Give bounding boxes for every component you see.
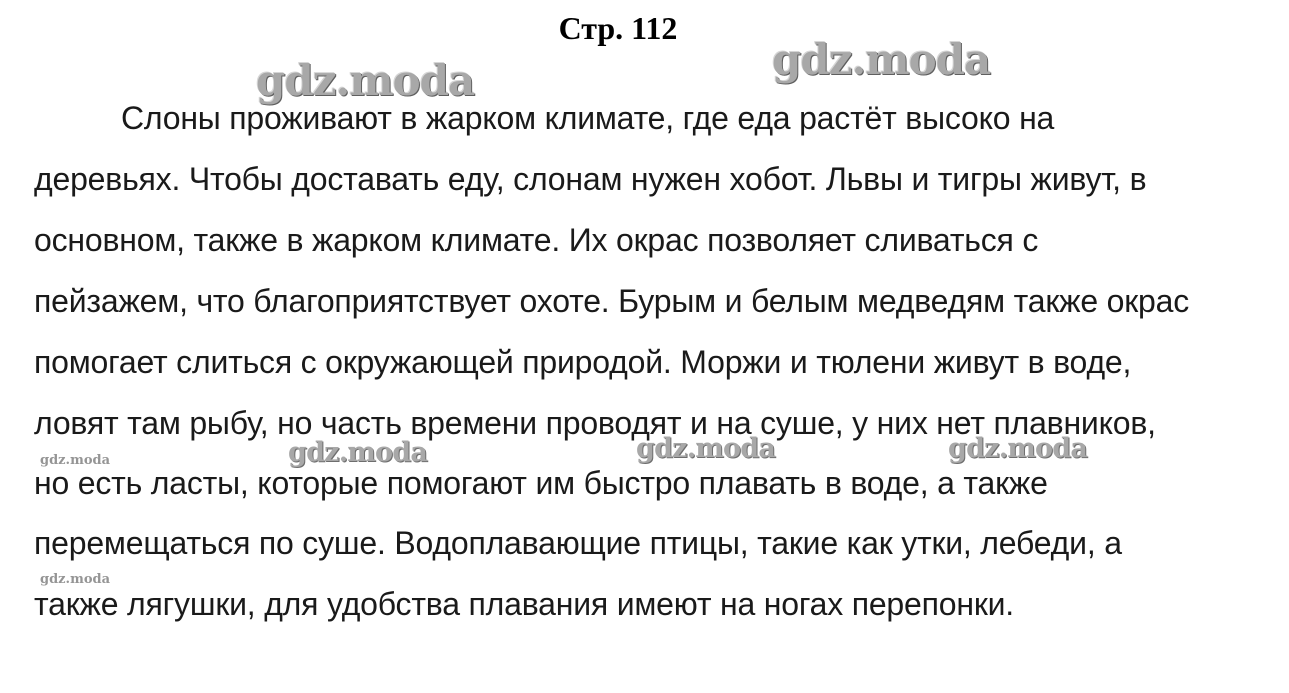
- page-title: Стр. 112: [558, 10, 678, 46]
- text-line: также лягушки, для удобства плавания имеют на ногах перепонки.: [34, 586, 1014, 622]
- watermark: gdz.moda: [256, 56, 475, 105]
- text-line: деревьях. Чтобы доставать еду, слонам нужен хобот. Львы и тигры живут, в: [34, 161, 1147, 197]
- text-line: но есть ласты, которые помогают им быстро плавать в воде, а также: [34, 465, 1048, 501]
- watermark: gdz.moda: [948, 433, 1088, 464]
- watermark: gdz.moda: [772, 35, 991, 84]
- watermark: gdz.moda: [40, 572, 111, 587]
- text-line: пейзажем, что благоприятствует охоте. Бурым и белым медведям также окрас: [34, 283, 1190, 319]
- watermark: gdz.moda: [636, 433, 776, 464]
- text-line: перемещаться по суше. Водоплавающие птицы, такие как утки, лебеди, а: [34, 525, 1122, 561]
- watermark: gdz.moda: [40, 453, 111, 468]
- text-line: Слоны проживают в жарком климате, где еда растёт высоко на: [121, 100, 1055, 136]
- text-line: помогает слиться с окружающей природой. Моржи и тюлени живут в воде,: [34, 344, 1132, 380]
- text-line: основном, также в жарком климате. Их окрас позволяет сливаться с: [34, 222, 1039, 258]
- text-line: ловят там рыбу, но часть времени проводят и на суше, у них нет плавников,: [34, 405, 1156, 441]
- watermark: gdz.moda: [288, 437, 428, 468]
